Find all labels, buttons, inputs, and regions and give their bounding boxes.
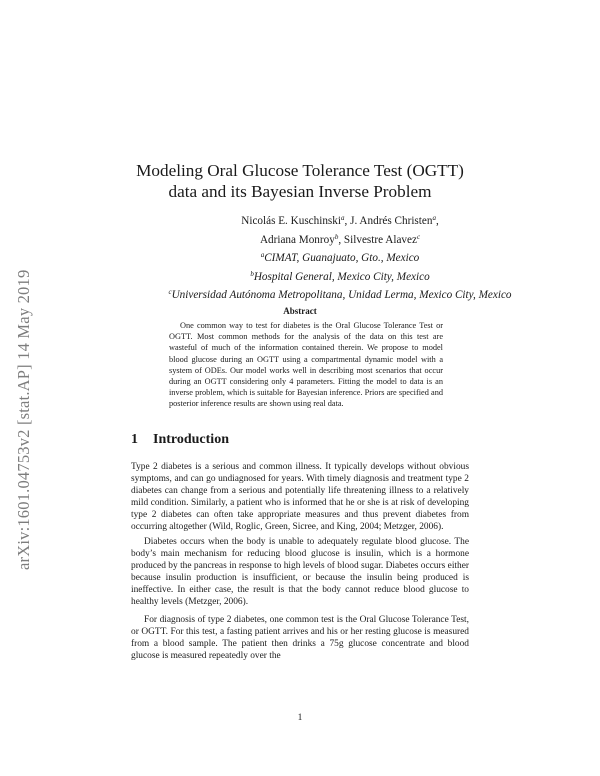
affiliation-a — [120, 248, 560, 267]
author-aff-mark: b — [334, 232, 339, 241]
affiliation-mark: b — [250, 269, 254, 278]
section-heading — [131, 432, 229, 448]
author-aff-mark: a — [432, 214, 436, 222]
arxiv-stamp: arXiv:1601.04753v2 [stat.AP] 14 May 2019 — [14, 269, 33, 570]
paragraph: For diagnosis of type 2 diabetes, one common test is the Oral Glucose Tolerance Test, or OGTT. For this test, a fasting patient arrives and his or her resting glucose is measured from a blood sample. The patient then drinks a 75g glucose concentrate and blood glucose is measured repeatedly over the — [131, 615, 469, 662]
author-separator: , — [344, 215, 351, 227]
author-name: Nicolás E. Kuschinski — [241, 215, 341, 227]
author-aff-mark: a — [341, 214, 345, 222]
affiliation-mark: a — [260, 251, 265, 259]
title-line-1: Modeling Oral Glucose Tolerance Test (OGTT) — [136, 161, 464, 180]
abstract-text: One common way to test for diabetes is the Oral Glucose Tolerance Test or OGTT. Most common methods for the analysis of the data on this test are wasteful of much of the information contained therein. We propose to model blood glucose during an OGTT using a compartmental dynamic model with a system of ODEs. Our model works well in describing most scenarios that occur during an OGTT considering only 4 parameters. Fitting the model to data is an inverse problem, which is suitable for Bayesian inference. Priors are specified and posterior inference results are shown using real data. — [169, 321, 443, 409]
author-block — [120, 211, 560, 304]
author-line-1 — [120, 211, 560, 230]
author-name: Adriana Monroy — [259, 233, 335, 246]
affiliation-text: CIMAT, Guanajuato, Gto., Mexico — [264, 252, 420, 264]
title-line-2: data and its Bayesian Inverse Problem — [168, 182, 432, 201]
affiliation-text: Universidad Autónoma Metropolitana, Unidad Lerma, Mexico City, Mexico — [171, 289, 512, 301]
section-title: Introduction — [153, 432, 229, 447]
author-name: Silvestre Alavez — [343, 233, 417, 246]
author-separator: , — [435, 215, 439, 227]
author-line-2 — [120, 230, 560, 249]
affiliation-text: Hospital General, Mexico City, Mexico — [253, 270, 430, 283]
affiliation-b — [120, 267, 560, 286]
affiliation-mark: c — [168, 288, 172, 296]
abstract-heading: Abstract — [283, 306, 317, 316]
paragraph: Type 2 diabetes is a serious and common illness. It typically develops without obvious symptoms, and can go undiagnosed for years. With timely diagnosis and treatment type 2 diabetes can change from a serious and potentially life threatening illness to a relatively mild condition. Similarly, a patient who is informed that he or she is at risk of developing type 2 diabetes can often take appropriate measures and thus prevent diabetes from occurring altogether (Wild, Roglic, Green, Sicree, and King, 2004; Metzger, 2006). — [131, 462, 469, 533]
author-name: J. Andrés Christen — [350, 215, 433, 227]
body-text — [131, 461, 469, 665]
page-number: 1 — [297, 713, 303, 723]
paper-title — [100, 160, 500, 202]
author-aff-mark: c — [416, 232, 421, 241]
affiliation-c — [120, 285, 560, 304]
paragraph: Diabetes occurs when the body is unable to adequately regulate blood glucose. The body’s main mechanism for reducing blood glucose is insulin, which is a hormone produced by the pancreas in response to high levels of blood sugar. Diabetes occurs either because insulin production is insufficient, or because the insulin being produced is ineffective. In either case, the result is that the body cannot reduce blood glucose to healthy levels (Metzger, 2006). — [131, 536, 469, 608]
section-number: 1 — [131, 432, 138, 447]
author-separator: , — [338, 233, 344, 246]
